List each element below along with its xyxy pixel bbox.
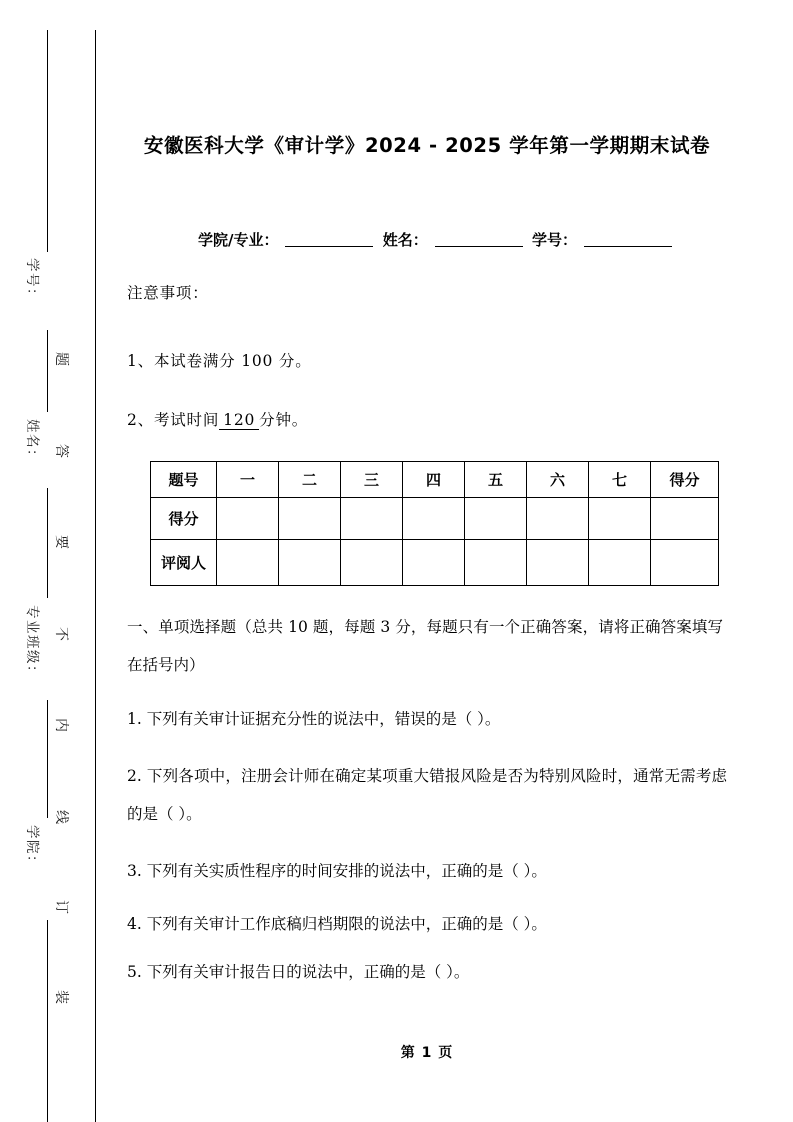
table-row-header xyxy=(151,462,719,498)
student-info-line xyxy=(127,229,747,250)
notice-item-duration xyxy=(127,408,308,430)
seal-char-ti: 题 xyxy=(53,352,69,366)
table-row-label: 得分 xyxy=(151,498,217,540)
notice-heading: 注意事项： xyxy=(127,284,209,302)
seal-char-bu: 不 xyxy=(53,627,69,641)
table-cell[interactable] xyxy=(465,498,527,540)
table-header-cell: 得分 xyxy=(651,462,719,498)
seal-rule-segment xyxy=(47,488,48,598)
seal-rule-segment xyxy=(47,330,48,412)
table-cell[interactable] xyxy=(403,540,465,586)
page-footer: 第 1 页 xyxy=(400,1045,454,1061)
question-item: 3. 下列有关实质性程序的时间安排的说法中，正确的是（ ）。 xyxy=(127,862,547,880)
table-cell[interactable] xyxy=(279,540,341,586)
table-cell[interactable] xyxy=(589,498,651,540)
seal-char-zhuang: 装 xyxy=(53,990,69,1004)
table-header-cell: 七 xyxy=(589,462,651,498)
table-cell[interactable] xyxy=(279,498,341,540)
seal-char-yao: 要 xyxy=(53,535,69,549)
seal-char-xian: 线 xyxy=(53,810,69,824)
margin-label-major-class: 专业班级： xyxy=(24,605,40,680)
student-id-label: 学号： xyxy=(531,231,577,249)
score-table xyxy=(150,461,719,586)
margin-label-college: 学院： xyxy=(24,825,40,870)
question-item: 4. 下列有关审计工作底稿归档期限的说法中，正确的是（ ）。 xyxy=(127,915,547,933)
table-header-cell: 四 xyxy=(403,462,465,498)
notice-duration-value: 120 xyxy=(219,411,259,430)
student-id-input[interactable] xyxy=(584,246,672,247)
table-cell[interactable] xyxy=(341,498,403,540)
table-row-label: 评阅人 xyxy=(151,540,217,586)
question-item: 5. 下列有关审计报告日的说法中，正确的是（ ）。 xyxy=(127,963,470,981)
notice-duration-prefix: 2、考试时间 xyxy=(127,411,220,429)
seal-rule-segment xyxy=(47,920,48,1122)
table-cell[interactable] xyxy=(465,540,527,586)
table-header-cell: 一 xyxy=(217,462,279,498)
page-body xyxy=(110,0,793,1122)
question-item: 2. 下列各项中，注册会计师在确定某项重大错报风险是否为特别风险时，通常无需考虑的是（ ）。 xyxy=(127,767,727,823)
seal-rule-segment xyxy=(47,700,48,818)
college-major-input[interactable] xyxy=(285,246,373,247)
college-major-label: 学院/专业： xyxy=(198,231,279,249)
section-heading-multiple-choice: 一、单项选择题（总共 10 题，每题 3 分，每题只有一个正确答案，请将正确答案填写在括号内） xyxy=(127,618,723,674)
margin-label-student-id: 学号： xyxy=(24,258,40,303)
table-cell[interactable] xyxy=(341,540,403,586)
table-cell[interactable] xyxy=(589,540,651,586)
binding-margin xyxy=(0,0,110,1122)
table-header-cell: 二 xyxy=(279,462,341,498)
table-header-cell: 题号 xyxy=(151,462,217,498)
table-cell[interactable] xyxy=(651,498,719,540)
table-cell[interactable] xyxy=(527,540,589,586)
table-row xyxy=(151,540,719,586)
table-cell[interactable] xyxy=(217,540,279,586)
name-input[interactable] xyxy=(435,246,523,247)
margin-label-name: 姓名： xyxy=(24,419,40,464)
seal-char-ding: 订 xyxy=(53,900,69,914)
table-cell[interactable] xyxy=(217,498,279,540)
table-header-cell: 六 xyxy=(527,462,589,498)
seal-char-nei: 内 xyxy=(53,718,69,732)
table-cell[interactable] xyxy=(651,540,719,586)
binding-solid-rule xyxy=(95,30,96,1122)
table-row xyxy=(151,498,719,540)
table-header-cell: 三 xyxy=(341,462,403,498)
table-header-cell: 五 xyxy=(465,462,527,498)
seal-char-da: 答 xyxy=(53,444,69,458)
name-label: 姓名： xyxy=(382,231,428,249)
page-title: 安徽医科大学《审计学》2024 - 2025 学年第一学期期末试卷 xyxy=(143,134,711,157)
notice-item-total-score: 1、本试卷满分 100 分。 xyxy=(127,352,312,370)
table-cell[interactable] xyxy=(527,498,589,540)
table-cell[interactable] xyxy=(403,498,465,540)
notice-duration-suffix: 分钟。 xyxy=(259,411,309,429)
question-item: 1. 下列有关审计证据充分性的说法中，错误的是（ ）。 xyxy=(127,710,501,728)
seal-rule-segment xyxy=(47,30,48,252)
